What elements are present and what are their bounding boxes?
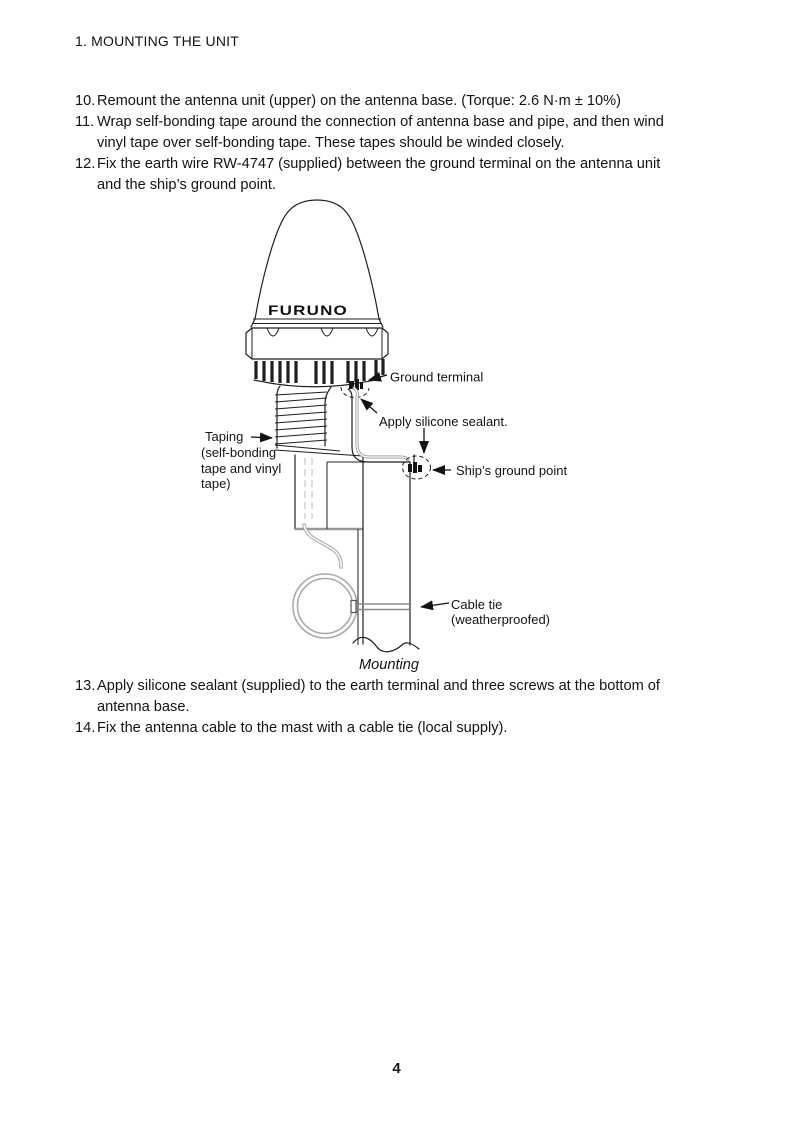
step-text <box>97 154 747 196</box>
cable-tie-band <box>351 601 410 613</box>
step-line: Remount the antenna unit (upper) on the antenna base. (Torque: 2.6 N·m ± 10%) <box>97 93 621 109</box>
step-13 <box>75 676 747 718</box>
lower-pipe <box>295 455 363 529</box>
step-11 <box>75 112 747 154</box>
svg-text:Cable tie: Cable tie <box>451 597 503 612</box>
step-12 <box>75 154 747 196</box>
antenna-base-fins <box>254 359 383 387</box>
step-10 <box>75 91 747 112</box>
svg-text:(weatherproofed): (weatherproofed) <box>451 612 550 627</box>
step-text <box>97 718 747 739</box>
svg-text:tape): tape) <box>201 476 231 491</box>
steps-block-lower <box>75 676 747 739</box>
step-number: 10. <box>75 93 96 109</box>
svg-text:tape and vinyl: tape and vinyl <box>201 461 282 476</box>
cable-loop <box>293 574 357 638</box>
antenna-base-collar <box>246 328 388 359</box>
antenna-dome <box>251 200 383 327</box>
steps-block-upper <box>75 91 747 196</box>
step-line: Fix the earth wire RW-4747 (supplied) between the ground terminal on the antenna unit <box>97 156 661 172</box>
step-line: Apply silicone sealant (supplied) to the earth terminal and three screws at the bottom of <box>97 678 660 694</box>
step-14 <box>75 718 747 739</box>
step-line: antenna base. <box>97 699 190 715</box>
step-text <box>97 91 747 112</box>
arrow-silicone-to-terminal <box>361 399 377 413</box>
arrow-to-taping <box>251 437 272 438</box>
step-number: 14. <box>75 720 96 736</box>
mounting-figure <box>180 196 620 656</box>
label-ground-terminal: Ground terminal <box>390 369 484 385</box>
step-line: Fix the antenna cable to the mast with a cable tie (local supply). <box>97 720 508 736</box>
svg-text:(self-bonding: (self-bonding <box>201 445 277 460</box>
step-number: 12. <box>75 156 96 172</box>
antenna-cable <box>293 525 357 638</box>
step-number: 11. <box>75 114 95 130</box>
chapter-header: 1. MOUNTING THE UNIT <box>75 33 239 49</box>
figure-caption: Mounting <box>358 657 420 673</box>
label-cable-tie <box>451 597 550 627</box>
label-ships-ground-point: Ship’s ground point <box>456 463 568 478</box>
step-line: Wrap self-bonding tape around the connection of antenna base and pipe, and then wind <box>97 114 664 130</box>
step-line: vinyl tape over self-bonding tape. These tapes should be winded closely. <box>97 135 565 151</box>
label-silicone-sealant: Apply silicone sealant. <box>379 414 508 429</box>
step-text <box>97 676 747 718</box>
arrow-to-cable-tie <box>421 603 449 607</box>
step-text <box>97 112 747 154</box>
furuno-logo: FURUNO <box>268 302 348 318</box>
page-number: 4 <box>392 1060 401 1077</box>
svg-text:Taping: Taping <box>205 429 244 444</box>
step-number: 13. <box>75 678 96 694</box>
step-line: and the ship’s ground point. <box>97 177 277 193</box>
